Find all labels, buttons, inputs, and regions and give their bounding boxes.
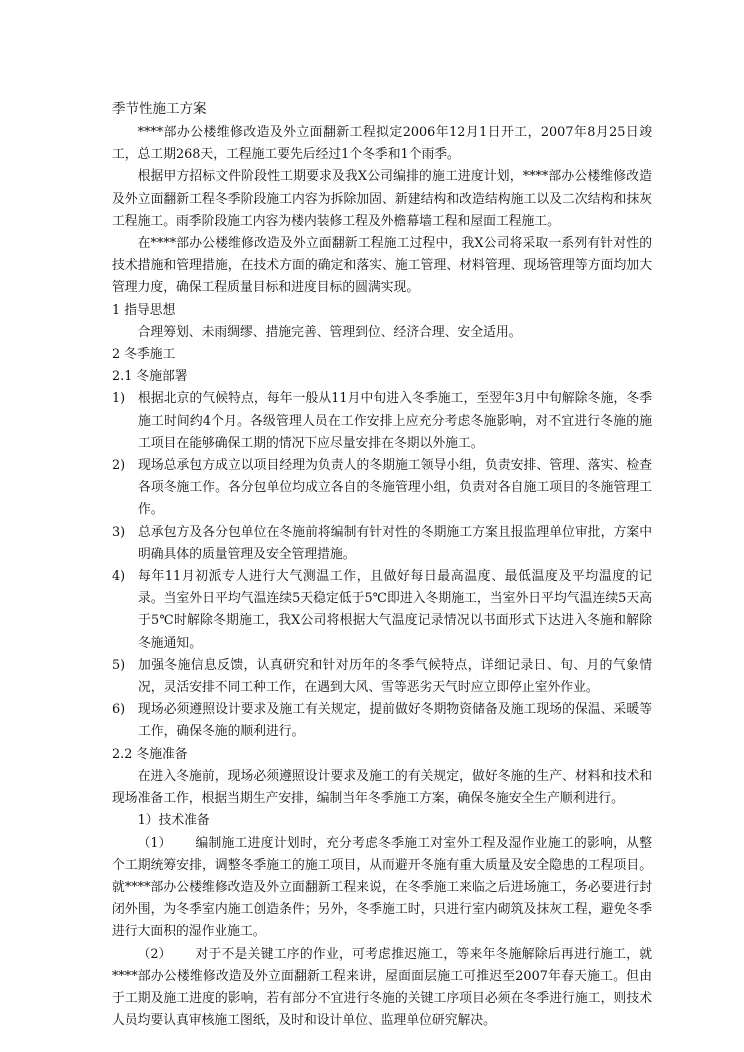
list-item-text: 现场总承包方成立以项目经理为负责人的冬期施工领导小组，负责安排、管理、落实、检查各项冬施工作。各分包单位均成立各自的冬施管理小组，负责对各自施工项目的冬施管理工作。 — [138, 458, 652, 518]
list-item-text: 根据北京的气候特点，每年一般从11月中旬进入冬季施工，至翌年3月中旬解除冬施，冬季施工时间约4个月。各级管理人员在工作安排上应充分考虑冬施影响，对不宜进行冬施的施工项目在能够确保工期的情况下应尽量安排在冬期以外施工。 — [138, 391, 652, 451]
paragraph-number: （1） — [137, 835, 172, 851]
list-item-text: 加强冬施信息反馈，认真研究和针对历年的冬季气候特点，详细记录日、旬、月的气象情况，灵活安排不同工种工作，在遇到大风、雪等恶劣天气时应立即停止室外作业。 — [138, 657, 652, 696]
paragraph-number: （2） — [137, 946, 172, 962]
paragraph-text: 编制施工进度计划时，充分考虑冬季施工对室外工程及湿作业施工的影响，从整个工期统筹安排，调整冬季施工的施工项目，从而避开冬施有重大质量及安全隐患的工程项目。就****部办公楼维修改造及外立面翻新工程来说，在冬季施工来临之后进场施工，务必要进行封闭外围，为冬季室内施工创造条件；另外，冬季施工时，只进行室内砌筑及抹灰工程，避免冬季进行大面积的湿作业施工。 — [112, 835, 652, 940]
list-item-number: 4) — [112, 569, 126, 585]
section-1-text: 合理筹划、未雨绸缪、措施完善、管理到位、经济合理、安全适用。 — [137, 324, 522, 340]
intro-paragraph-1: ****部办公楼维修改造及外立面翻新工程拟定2006年12月1日开工，2007年8月25日竣工，总工期268天，工程施工要先后经过1个冬季和1个雨季。 — [112, 125, 652, 163]
list-item — [112, 699, 652, 743]
list-item-number: 2) — [112, 458, 126, 474]
list-item — [112, 655, 652, 699]
list-item-number: 1) — [112, 391, 126, 407]
paragraph-text: 对于不是关键工序的作业，可考虑推迟施工，等来年冬施解除后再进行施工，就****部办公楼维修改造及外立面翻新工程来讲，屋面面层施工可推迟至2007年春天施工。但由于工期及施工进度的影响，若有部分不宜进行冬施的关键工序项目必须在冬季进行施工，则技术人员均要认真审核施工图纸，及时和设计单位、监理单位研究解决。 — [112, 946, 652, 1029]
list-item-text: 现场必须遵照设计要求及施工有关规定，提前做好冬期物资储备及施工现场的保温、采暖等工作，确保冬施的顺利进行。 — [138, 702, 652, 740]
list-item — [112, 566, 652, 655]
list-item — [112, 522, 652, 566]
intro-paragraph-3: 在****部办公楼维修改造及外立面翻新工程施工过程中，我X公司将采取一系列有针对性的技术措施和管理措施，在技术方面的确定和落实、施工管理、材料管理、现场管理等方面均加大管理力度，确保工程质量目标和进度目标的圆满实现。 — [112, 236, 652, 296]
list-item — [112, 455, 652, 522]
list-item-text: 总承包方及各分包单位在冬施前将编制有针对性的冬期施工方案且报监理单位审批，方案中明确具体的质量管理及安全管理措施。 — [138, 524, 652, 562]
tech-prep-paragraph-2 — [112, 944, 652, 1033]
list-item — [112, 388, 652, 455]
list-item-number: 6) — [112, 702, 126, 718]
section-2-heading: 2 冬季施工 — [112, 347, 176, 363]
section-2-2-heading: 2.2 冬施准备 — [112, 746, 188, 762]
list-item-number: 3) — [112, 524, 126, 540]
document-title: 季节性施工方案 — [112, 101, 207, 117]
list-item-text: 每年11月初派专人进行大气测温工作，且做好每日最高温度、最低温度及平均温度的记录。当室外日平均气温连续5天稳定低于5℃即进入冬期施工，当室外日平均气温连续5天高于5℃时解除冬期施工，我X公司将根据大气温度记录情况以书面形式下达进入冬施和解除冬施通知。 — [138, 569, 652, 651]
winter-deployment-list — [112, 388, 652, 743]
intro-paragraph-2: 根据甲方招标文件阶段性工期要求及我X公司编排的施工进度计划，****部办公楼维修改造及外立面翻新工程冬季阶段施工内容为拆除加固、新建结构和改造结构施工以及二次结构和抹灰工程施工。雨季阶段施工内容为楼内装修工程及外檐幕墙工程和屋面工程施工。 — [112, 169, 652, 229]
tech-prep-heading: 1）技术准备 — [137, 813, 210, 829]
tech-prep-paragraph-1 — [112, 833, 652, 944]
section-2-2-text: 在进入冬施前，现场必须遵照设计要求及施工的有关规定，做好冬施的生产、材料和技术和现场准备工作，根据当期生产安排，编制当年冬季施工方案，确保冬施安全生产顺利进行。 — [112, 768, 652, 807]
section-2-1-heading: 2.1 冬施部署 — [112, 369, 188, 385]
list-item-number: 5) — [112, 657, 126, 673]
section-1-heading: 1 指导思想 — [112, 302, 176, 318]
